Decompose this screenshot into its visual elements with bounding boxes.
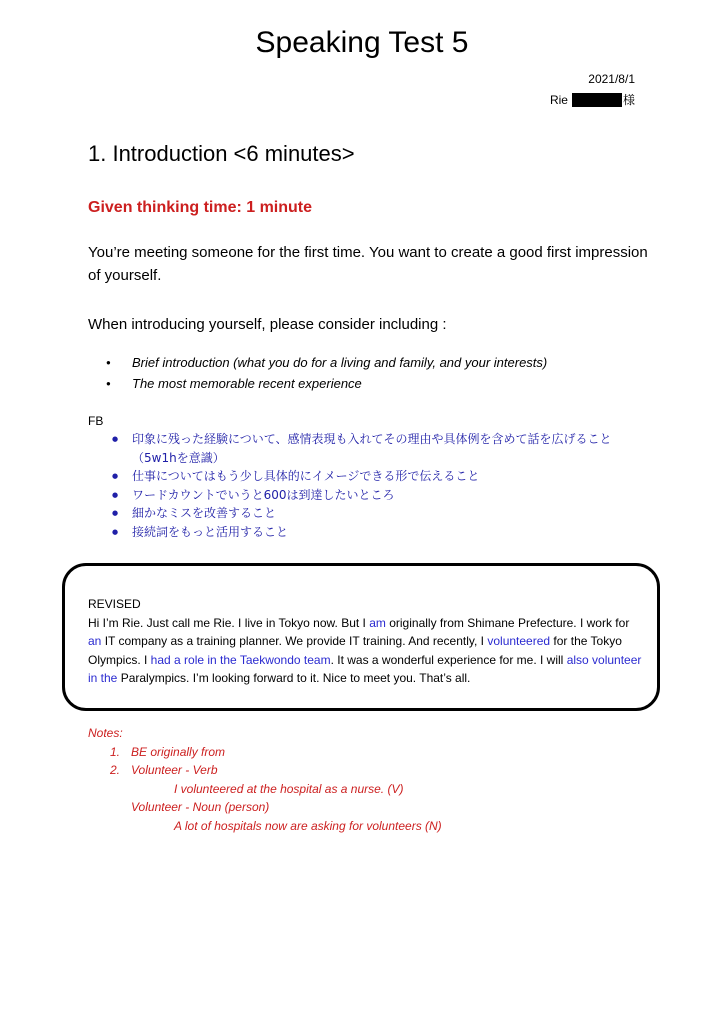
feedback-item: ● 仕事についてはもう少し具体的にイメージできる形で伝えること (88, 467, 648, 486)
revised-segment: Hi I’m Rie. Just call me Rie. I live in Tokyo now. But I (88, 615, 370, 630)
revised-segment: for the Tokyo Olympics. I (88, 634, 622, 667)
revised-highlight: volunteered (487, 634, 551, 648)
student-name: Rie (549, 92, 568, 107)
note-number: 2. (110, 763, 121, 777)
consider-text: When introducing yourself, please consider including : (88, 316, 447, 333)
revised-highlight: am (369, 615, 386, 630)
revised-label: REVISED (88, 597, 141, 611)
note-number: 1. (110, 744, 121, 759)
name-line (550, 91, 635, 108)
revised-segment: IT company as a training planner. We provide IT training. And recently, I (101, 634, 488, 648)
page-title: Speaking Test 5 (255, 26, 469, 59)
notes-label: Notes: (88, 726, 123, 740)
revised-text (88, 595, 644, 688)
feedback-item: ● ワードカウントでいうと600は到達したいところ (88, 486, 648, 505)
revised-segment: . It was a wonderful experience for me. I will (330, 652, 567, 667)
note-subitem: Volunteer - Noun (person) (131, 800, 270, 814)
date: 2021/8/1 (588, 72, 635, 86)
consider-list (88, 352, 547, 394)
note-text: Volunteer - Verb (131, 763, 218, 777)
feedback-item: ● 細かなミスを改善すること (88, 504, 648, 523)
feedback-item: ● 印象に残った経験について、感情表現も入れてその理由や具体例を含めて話を広げること（5w1hを意識） (88, 430, 648, 467)
note-item (88, 743, 442, 762)
revised-highlight: had a role in the Taekwondo team (150, 652, 331, 667)
section-heading: 1. Introduction <6 minutes> (88, 141, 355, 166)
honorific: 様 (622, 93, 635, 107)
feedback-list (88, 430, 648, 541)
revised-segment: originally from Shimane Prefecture. I work for (385, 615, 630, 630)
feedback-label: FB (88, 414, 104, 428)
revised-highlight: also volunteer in the (88, 652, 642, 685)
redacted-block (572, 93, 622, 107)
thinking-time: Given thinking time: 1 minute (88, 199, 313, 216)
revised-segment: Paralympics. I’m looking forward to it. Nice to meet you. That’s all. (117, 671, 471, 685)
prompt-text: You’re meeting someone for the first time. You want to create a good first impression of yourself. (88, 244, 648, 284)
note-example: I volunteered at the hospital as a nurse. (V) (174, 781, 404, 796)
note-item (88, 761, 442, 780)
revised-highlight: an (88, 634, 102, 648)
note-example: A lot of hospitals now are asking for volunteers (N) (174, 818, 442, 833)
list-item: ● The most memorable recent experience (88, 373, 547, 394)
feedback-item: ● 接続詞をもっと活用すること (88, 523, 648, 542)
note-text: BE originally from (131, 744, 226, 759)
notes (88, 724, 442, 835)
list-item: ● Brief introduction (what you do for a living and family, and your interests) (88, 352, 547, 373)
